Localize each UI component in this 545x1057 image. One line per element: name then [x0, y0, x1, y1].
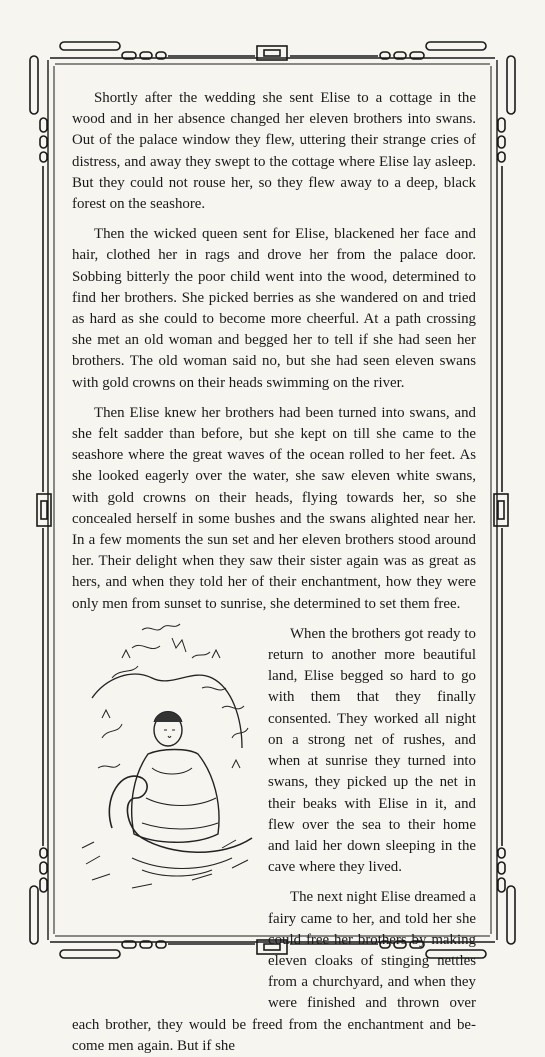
paragraph: When the brothers got ready to return to another more beautiful land, Elise begged so hard to go with them that they finally consented. They worked all night on a strong net of rushes, and when at sunrise they turned into swans, they picked up the net in their beaks with Elise in it, and flew over the sea to their home and laid her down sleeping in the cave where they lived. [268, 625, 476, 876]
paragraph: The next night Elise dreamed a fairy came to her, and told her she could free her brothers by making eleven cloaks of stinging nettles from a churchyard, and when they were finished and thrown over each brother, they would be freed from the enchantment and become men again. But if she [72, 889, 476, 1054]
paragraph: Then Elise knew her brothers had been turned into swans, and she felt sadder than before, but she kept on till she came to the seashore where the great waves of the ocean rolled to her feet. As she looked eagerly over the water, she saw eleven white swans, with gold crowns on their heads, flying towards her, so she concealed herself in some bushes and the swans alighted near her. In a few moments the sun set and her eleven brothers stood around her. Their delight when they saw their sister again was as great as hers, and when they told her of their enchantment, how they were only men from sunset to sunrise, she determined to set them free. [72, 404, 476, 612]
paragraph: Shortly after the wedding she sent Elise to a cottage in the wood and in her absence changed her eleven brothers into swans. Out of the palace window they flew, uttering their strange cries of distress, and away they swept to the cottage where Elise lay asleep. But they could not rouse her, so they flew away to a deep, black forest on the seashore. [72, 90, 476, 213]
story-text [72, 88, 476, 1057]
paragraph: Then the wicked queen sent for Elise, blackened her face and hair, clothed her in rags and drove her from the palace door. Sobbing bitterly the poor child went into the wood, determined to find her brothers. She picked berries as she wandered on and tried as hard as she could to become more cheerful. At a path crossing she met an old woman and begged her to tell if she had seen her brothers. The old woman said no, but she had seen eleven swans with gold crowns on their heads swimming on the river. [72, 226, 476, 391]
elise-swan-illustration [72, 618, 264, 898]
